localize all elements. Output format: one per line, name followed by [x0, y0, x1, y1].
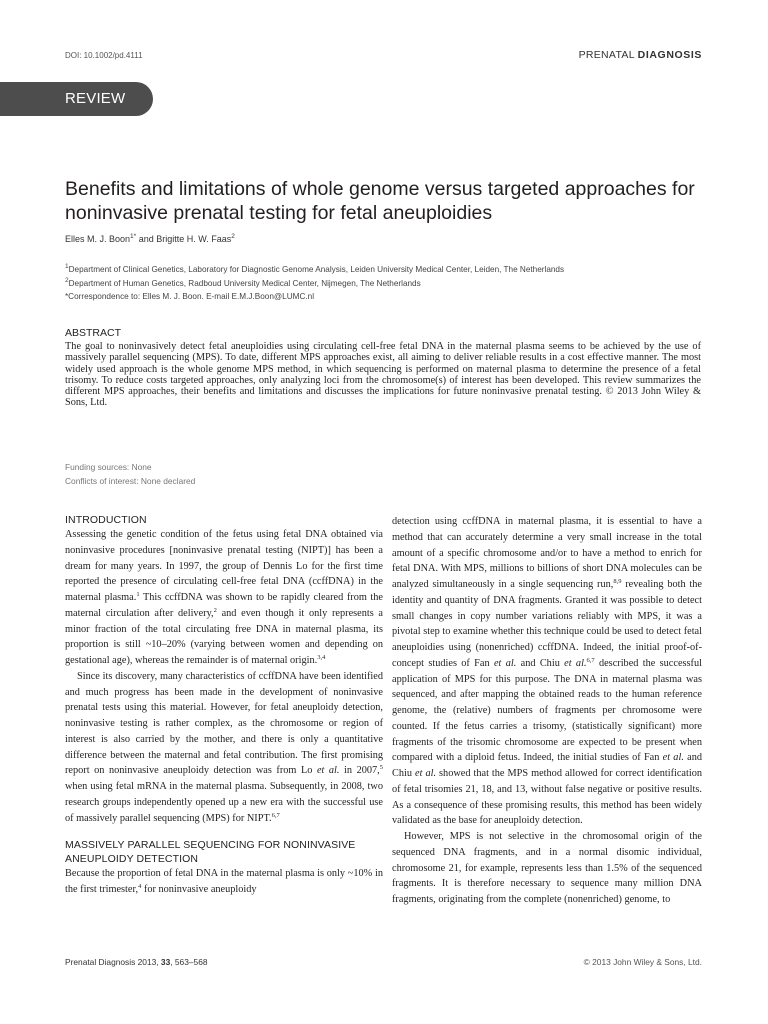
- affiliation-1: $^1$Department of Clinical Genetics, Laboratory for Diagnostic Genome Analysis, Leiden University Medical Center, Leiden, The Netherlands: [65, 263, 565, 274]
- correspondence: *Correspondence to: Elles M. J. Boon. E-mail E.M.J.Boon@LUMC.nl: [65, 292, 315, 301]
- mps-section-heading: MASSIVELY PARALLEL SEQUENCING FOR NONINVASIVE ANEUPLOIDY DETECTION: [65, 839, 356, 866]
- left-column: [65, 513, 383, 898]
- affiliations: [65, 263, 715, 304]
- doi: DOI: 10.1002/pd.4111: [65, 51, 143, 60]
- funding-info: [65, 461, 195, 488]
- funding-sources: Funding sources: None: [65, 462, 152, 472]
- paragraph-mps-1: Because the proportion of fetal DNA in the maternal plasma is only ~10% in the first trimester,$^4$ for noninvasive aneuploidy: [65, 868, 383, 895]
- abstract-text: The goal to noninvasively detect fetal aneuploidies using circulating cell-free fetal DNA in the maternal plasma seems to be achieved by the use of massively parallel sequencing (MPS). To date, different MPS approaches exist, all aiming to deliver reliable results in a cost effective manner. The most widely used approach is the whole genome MPS method, in which sequencing is performed on maternal plasma to determine the presence of a fetal trisomy. To reduce costs targeted approaches, only analyzing loci from the chromosome(s) of interest has been developed. This review summarizes the different MPS approaches, their benefits and limitations and discusses the implications for future noninvasive prenatal testing. © 2013 John Wiley & Sons, Ltd.: [65, 341, 701, 409]
- right-column: [392, 514, 702, 908]
- authors: Elles M. J. Boon$^{1*}$ and Brigitte H. W. Faas$^2$: [65, 233, 235, 244]
- footer-copyright: © 2013 John Wiley & Sons, Ltd.: [583, 957, 702, 967]
- paragraph-intro-1: Assessing the genetic condition of the fetus using fetal DNA obtained via noninvasive procedures [noninvasive prenatal testing (NIPT)] has been a dream for many years. In 1997, the group of Dennis Lo for the first time reported the presence of circulating cell-free fetal DNA (ccffDNA) in the maternal plasma.$^1$ This ccffDNA was shown to be rapidly cleared from the maternal circulation after delivery,$^2$ and even though it only represents a minor fraction of the total circulating free DNA in maternal plasma, its proportion is still ~10–20% (varying between women and depending on gestational age), whereas the remainder is of maternal origin.$^{3,4}$: [65, 529, 383, 666]
- review-section-tab: [0, 82, 153, 116]
- introduction-heading: INTRODUCTION: [65, 514, 147, 526]
- paragraph-mps-1-cont: detection using ccffDNA in maternal plasma, it is essential to have a method that can accurately determine a very small increase in the total amount of a specific chromosome and/or to have a method to enrich for fetal DNA. With MPS, millions to billions of short DNA molecules can be analyzed simultaneously in a single sequencing run,$^{8,9}$ revealing both the identity and quantity of DNA fragments. Granted it was possible to detect small changes in copy number variations reliably with MPS, it was a pivotal step to examine whether this technique could be used to detect fetal aneuploidies using (nonenriched) ccffDNA. Indeed, the initial proof-of-concept studies of Fan et al. and Chiu et al.$^{6,7}$ described the successful application of MPS for this purpose. The DNA in maternal plasma was sequenced, and after mapping the obtained reads to the human reference genome, the (relative) numbers of fragments per chromosome were counted. If the fetus carries a trisomy, (statistically significant) more fragments of the trisomic chromosome are expected to be present when compared with a diploid fetus. Indeed, the initial studies of Fan et al. and Chiu et al. showed that the MPS method allowed for correct identification of fetal trisomies 21, 18, and 13, without false negative or positive results. As a consequence of these promising results, this method has been widely validated as the base for aneuploidy detection.: [392, 516, 703, 827]
- conflicts-of-interest: Conflicts of interest: None declared: [65, 475, 196, 486]
- footer-citation: Prenatal Diagnosis 2013, 33, 563–568: [65, 957, 208, 967]
- article-title: Benefits and limitations of whole genome versus targeted approaches for noninvasive prenatal testing for fetal aneuploidies: [65, 178, 695, 224]
- paragraph-intro-2: Since its discovery, many characteristics of ccffDNA have been identified and much progress has been made in the development of noninvasive prenatal tests using this material. However, for fetal aneuploidy detection, noninvasive testing is rather complex, as the chromosome or region of interest is also carried by the mother, and there is only a quantitative difference between the maternal and fetal contribution. The first promising report on noninvasive aneuploidy detection was from Lo et al. in 2007,$^5$ when using fetal mRNA in the maternal plasma. Subsequently, in 2008, two research groups independently opened up a new era with the successful use of massively parallel sequencing (MPS) for NIPT.$^{6,7}$: [65, 670, 384, 824]
- review-label: REVIEW: [65, 90, 126, 107]
- abstract-heading: ABSTRACT: [65, 327, 122, 339]
- affiliation-2: $^2$Department of Human Genetics, Radboud University Medical Center, Nijmegen, The Netherlands: [65, 276, 421, 288]
- paragraph-mps-2: However, MPS is not selective in the chromosomal origin of the sequenced DNA fragments, and in a normal disomic individual, chromosome 21, for example, represents less than 1.5% of the sequenced fragments. It is therefore necessary to sequence many million DNA fragments, originating from the complete (nonenriched) genome, to: [392, 831, 702, 905]
- journal-name: PRENATAL DIAGNOSIS: [578, 49, 702, 61]
